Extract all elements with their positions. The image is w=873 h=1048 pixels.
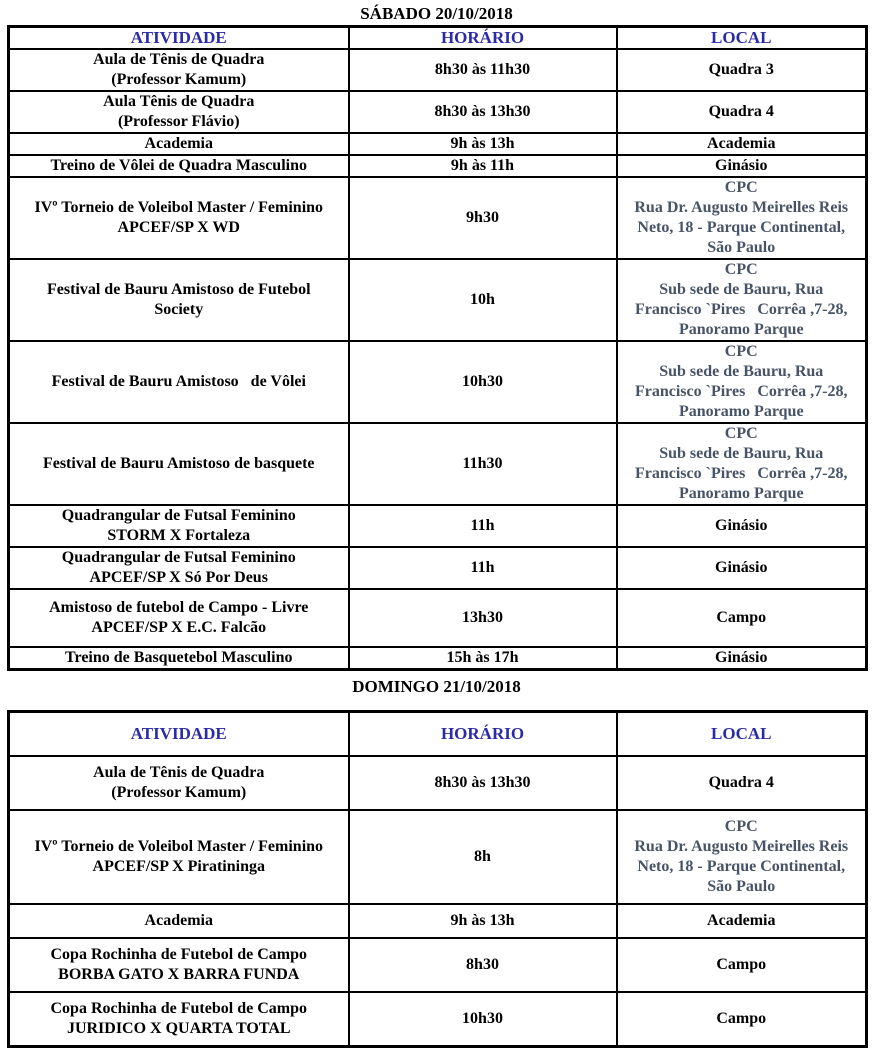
sunday-schedule-table — [7, 710, 868, 1048]
activity-cell — [9, 259, 349, 341]
text-line: Sub sede de Bauru, Rua — [659, 281, 824, 298]
activity-cell — [9, 992, 349, 1047]
text-line: 13h30 — [462, 609, 503, 626]
text-line: 15h às 17h — [446, 649, 519, 666]
text-line: Ginásio — [715, 517, 768, 534]
table-row — [9, 259, 867, 341]
text-line: 11h — [470, 517, 495, 534]
activity-cell — [9, 49, 349, 91]
text-line: 8h — [474, 848, 491, 865]
text-line: 8h30 às 11h30 — [434, 61, 531, 78]
column-header-local: LOCAL — [617, 712, 867, 757]
time-cell — [349, 177, 617, 259]
table-row — [9, 647, 867, 670]
text-line: Panoramo Parque — [678, 485, 804, 502]
text-line: Aula Tênis de Quadra — [103, 93, 255, 110]
table-row — [9, 810, 867, 904]
activity-cell — [9, 647, 349, 670]
activity-cell — [9, 810, 349, 904]
activity-cell — [9, 91, 349, 133]
text-line: Festival de Bauru Amistoso de basquete — [42, 455, 315, 472]
location-cell — [617, 904, 867, 938]
time-cell — [349, 341, 617, 423]
table-row — [9, 904, 867, 938]
table-row — [9, 589, 867, 647]
text-line: 8h30 às 13h30 — [434, 103, 531, 120]
text-line: APCEF/SP X E.C. Falcão — [91, 619, 267, 636]
table-row — [9, 177, 867, 259]
text-line: Festival de Bauru Amistoso de Vôlei — [51, 373, 306, 390]
location-cell — [617, 756, 867, 810]
time-cell — [349, 547, 617, 589]
table-row — [9, 91, 867, 133]
time-cell — [349, 589, 617, 647]
text-line: Quadrangular de Futsal Feminino — [61, 549, 296, 566]
text-line: 10h — [470, 291, 495, 308]
text-line: APCEF/SP X Piratininga — [92, 858, 265, 875]
text-line: 10h30 — [462, 373, 503, 390]
time-cell — [349, 938, 617, 992]
activity-cell — [9, 133, 349, 155]
sunday-title: DOMINGO 21/10/2018 — [352, 677, 521, 696]
text-line: BORBA GATO X BARRA FUNDA — [58, 966, 300, 983]
time-cell — [349, 423, 617, 505]
text-line: 9h às 13h — [450, 912, 515, 929]
text-line: IVº Torneio de Voleibol Master / Feminino — [34, 838, 324, 855]
column-header-horario: HORÁRIO — [349, 27, 617, 50]
text-line: Neto, 18 - Parque Continental, — [637, 219, 846, 236]
time-cell — [349, 133, 617, 155]
text-line: Aula de Tênis de Quadra — [93, 764, 265, 781]
table-row — [9, 547, 867, 589]
table-row — [9, 938, 867, 992]
saturday-title: SÁBADO 20/10/2018 — [360, 4, 513, 23]
text-line: Treino de Vôlei de Quadra Masculino — [50, 157, 307, 174]
text-line: Sub sede de Bauru, Rua — [659, 363, 824, 380]
time-cell — [349, 904, 617, 938]
column-header-horario: HORÁRIO — [349, 712, 617, 757]
text-line: CPC — [724, 425, 758, 442]
location-cell — [617, 423, 867, 505]
text-line: JURIDICO X QUARTA TOTAL — [66, 1020, 291, 1037]
location-cell — [617, 133, 867, 155]
text-line: Campo — [716, 956, 767, 973]
location-cell — [617, 341, 867, 423]
text-line: São Paulo — [707, 878, 776, 895]
saturday-schedule-table — [7, 25, 868, 671]
text-line: Copa Rochinha de Futebol de Campo — [50, 946, 307, 963]
header-row — [9, 712, 867, 757]
text-line: APCEF/SP X Só Por Deus — [89, 569, 268, 586]
text-line: Academia — [144, 912, 213, 929]
location-cell — [617, 91, 867, 133]
text-line: Ginásio — [715, 559, 768, 576]
location-cell — [617, 647, 867, 670]
activity-cell — [9, 938, 349, 992]
time-cell — [349, 155, 617, 177]
text-line: Society — [154, 301, 204, 318]
location-cell — [617, 505, 867, 547]
text-line: 11h — [470, 559, 495, 576]
text-line: São Paulo — [707, 239, 776, 256]
time-cell — [349, 756, 617, 810]
activity-cell — [9, 589, 349, 647]
text-line: Amistoso de futebol de Campo - Livre — [49, 599, 309, 616]
location-cell — [617, 259, 867, 341]
text-line: Treino de Basquetebol Masculino — [65, 649, 293, 666]
location-cell — [617, 49, 867, 91]
text-line: Aula de Tênis de Quadra — [93, 51, 265, 68]
table-row — [9, 133, 867, 155]
text-line: (Professor Kamum) — [111, 784, 247, 801]
text-line: Francisco `Pires Corrêa ,7-28, — [634, 465, 848, 482]
text-line: APCEF/SP X WD — [117, 219, 240, 236]
location-cell — [617, 589, 867, 647]
table-row — [9, 756, 867, 810]
table-row — [9, 341, 867, 423]
table-row — [9, 49, 867, 91]
location-cell — [617, 547, 867, 589]
column-header-atividade: ATIVIDADE — [9, 712, 349, 757]
table-row — [9, 423, 867, 505]
text-line: Ginásio — [715, 157, 768, 174]
text-line: Rua Dr. Augusto Meirelles Reis — [634, 838, 849, 855]
text-line: CPC — [724, 818, 758, 835]
text-line: Quadra 4 — [708, 103, 774, 120]
text-line: CPC — [724, 343, 758, 360]
text-line: 8h30 às 13h30 — [434, 774, 531, 791]
text-line: 8h30 — [466, 956, 499, 973]
activity-cell — [9, 177, 349, 259]
column-header-local: LOCAL — [617, 27, 867, 50]
activity-cell — [9, 155, 349, 177]
time-cell — [349, 992, 617, 1047]
table-row — [9, 155, 867, 177]
text-line: Campo — [716, 1010, 767, 1027]
text-line: Academia — [707, 912, 776, 929]
time-cell — [349, 91, 617, 133]
text-line: Rua Dr. Augusto Meirelles Reis — [634, 199, 849, 216]
text-line: Francisco `Pires Corrêa ,7-28, — [634, 383, 848, 400]
activity-cell — [9, 341, 349, 423]
activity-cell — [9, 547, 349, 589]
text-line: 11h30 — [462, 455, 503, 472]
text-line: Quadrangular de Futsal Feminino — [61, 507, 296, 524]
text-line: Panoramo Parque — [678, 321, 804, 338]
text-line: Quadra 4 — [708, 774, 774, 791]
text-line: 9h30 — [466, 209, 499, 226]
activity-cell — [9, 756, 349, 810]
text-line: Ginásio — [715, 649, 768, 666]
location-cell — [617, 177, 867, 259]
text-line: Francisco `Pires Corrêa ,7-28, — [634, 301, 848, 318]
activity-cell — [9, 423, 349, 505]
text-line: (Professor Flávio) — [117, 113, 240, 130]
header-row — [9, 27, 867, 50]
text-line: Neto, 18 - Parque Continental, — [637, 858, 846, 875]
time-cell — [349, 259, 617, 341]
text-line: Academia — [144, 135, 213, 152]
time-cell — [349, 505, 617, 547]
text-line: Campo — [716, 609, 767, 626]
location-cell — [617, 810, 867, 904]
column-header-atividade: ATIVIDADE — [9, 27, 349, 50]
text-line: Copa Rochinha de Futebol de Campo — [50, 1000, 307, 1017]
time-cell — [349, 49, 617, 91]
table-row — [9, 505, 867, 547]
text-line: (Professor Kamum) — [111, 71, 247, 88]
text-line: Festival de Bauru Amistoso de Futebol — [46, 281, 311, 298]
text-line: 10h30 — [462, 1010, 503, 1027]
text-line: CPC — [724, 179, 758, 196]
time-cell — [349, 647, 617, 670]
text-line: Quadra 3 — [708, 61, 774, 78]
text-line: Sub sede de Bauru, Rua — [659, 445, 824, 462]
text-line: Academia — [707, 135, 776, 152]
location-cell — [617, 155, 867, 177]
activity-cell — [9, 505, 349, 547]
text-line: 9h às 11h — [450, 157, 515, 174]
table-row — [9, 992, 867, 1047]
text-line: CPC — [724, 261, 758, 278]
location-cell — [617, 992, 867, 1047]
text-line: Panoramo Parque — [678, 403, 804, 420]
time-cell — [349, 810, 617, 904]
text-line: STORM X Fortaleza — [107, 527, 251, 544]
activity-cell — [9, 904, 349, 938]
location-cell — [617, 938, 867, 992]
text-line: 9h às 13h — [450, 135, 515, 152]
text-line: IVº Torneio de Voleibol Master / Feminino — [34, 199, 324, 216]
